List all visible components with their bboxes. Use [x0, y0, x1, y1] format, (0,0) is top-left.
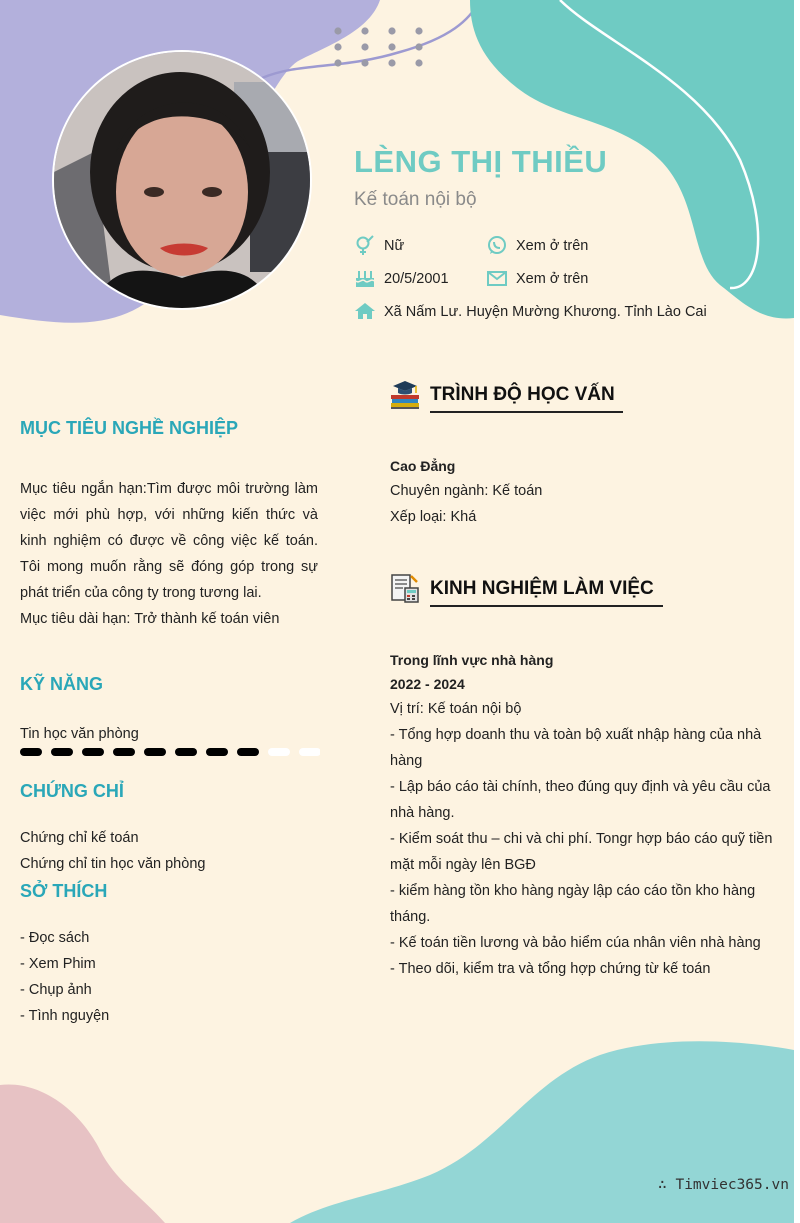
skill-segment-filled: [144, 748, 166, 756]
skill-segment-filled: [20, 748, 42, 756]
skill-segment-filled: [206, 748, 228, 756]
objective-heading: MỤC TIÊU NGHỀ NGHIỆP: [20, 418, 239, 438]
skill-segment-filled: [51, 748, 73, 756]
gender-female-icon: [354, 234, 376, 256]
experience-period: 2022 - 2024: [390, 676, 465, 692]
skill-segment-filled: [113, 748, 135, 756]
experience-duty: - Theo dõi, kiểm tra và tổng hợp chứng từ kế toán: [390, 961, 711, 977]
experience-heading: KINH NGHIỆM LÀM VIỆC: [430, 578, 663, 607]
profile-photo: [52, 50, 312, 310]
hobby-item: - Xem Phim: [20, 956, 96, 972]
report-calculator-icon: [389, 572, 421, 604]
candidate-name: LÈNG THỊ THIỀU: [354, 144, 608, 179]
education-heading: TRÌNH ĐỘ HỌC VẤN: [430, 384, 623, 413]
cake-icon: [354, 267, 376, 289]
skill-segment-filled: [237, 748, 259, 756]
experience-duty: - Kiểm soát thu – chi và chi phí. Tongr hợp báo cáo quỹ tiền mặt mỗi ngày lên BGĐ: [390, 831, 773, 873]
hobbies-heading: SỞ THÍCH: [20, 881, 108, 901]
education-grade: Xếp loại: Khá: [390, 509, 477, 525]
hobby-item: - Tình nguyện: [20, 1008, 110, 1024]
light-teal-blob: [290, 1041, 794, 1223]
experience-duty: - Lập báo cáo tài chính, theo đúng quy định và yêu cầu của nhà hàng.: [390, 779, 771, 821]
whatsapp-icon: [486, 234, 508, 256]
gender-value: Nữ: [384, 238, 405, 254]
experience-position: Vị trí: Kế toán nội bộ: [390, 701, 522, 717]
pink-blob: [0, 1084, 165, 1223]
email-value: Xem ở trên: [516, 271, 589, 287]
hobby-item: - Đọc sách: [20, 930, 90, 946]
skill-segment-empty: [299, 748, 320, 756]
objective-long-term: Mục tiêu dài hạn: Trở thành kế toán viên: [20, 611, 280, 627]
skill-segment-empty: [268, 748, 290, 756]
education-degree: Cao Đẳng: [390, 458, 456, 474]
certificate-item: Chứng chỉ tin học văn phòng: [20, 856, 206, 872]
birthday-value: 20/5/2001: [384, 271, 449, 287]
hobby-item: - Chụp ảnh: [20, 982, 92, 998]
certificates-heading: CHỨNG CHỈ: [20, 781, 124, 801]
skills-heading: KỸ NĂNG: [20, 674, 104, 694]
education-major: Chuyên ngành: Kế toán: [390, 483, 543, 499]
experience-duty: - Kế toán tiền lương và bảo hiểm cúa nhân viên nhà hàng: [390, 935, 761, 951]
skill-segment-filled: [82, 748, 104, 756]
experience-duties-list: [390, 722, 775, 982]
phone-value: Xem ở trên: [516, 238, 589, 254]
house-icon: [354, 300, 376, 322]
footer-brand: ∴ Timviec365.vn: [658, 1177, 789, 1193]
address-value: Xã Nấm Lư. Huyện Mường Khương. Tỉnh Lào Cai: [384, 304, 707, 320]
certificate-item: Chứng chỉ kế toán: [20, 830, 139, 846]
skill-name: Tin học văn phòng: [20, 726, 139, 742]
skill-segment-filled: [175, 748, 197, 756]
objective-short-term: Mục tiêu ngắn hạn:Tìm được môi trường làm việc mới phù hợp, với những kiến thức và kinh nghiệm có được về công việc kế toán. Tôi mong muốn rằng sẽ đóng góp trong sự phát triển của công ty trong tương lai.: [20, 481, 318, 601]
skill-level-bar: [20, 746, 320, 758]
job-title: Kế toán nội bộ: [354, 189, 477, 210]
experience-field: Trong lĩnh vực nhà hàng: [390, 652, 554, 668]
experience-duty: - Tổng hợp doanh thu và toàn bộ xuất nhập hàng của nhà hàng: [390, 727, 762, 769]
envelope-icon: [486, 267, 508, 289]
books-graduation-cap-icon: [389, 378, 421, 410]
experience-duty: - kiểm hàng tồn kho hàng ngày lập cáo cáo tồn kho hàng tháng.: [390, 883, 756, 925]
